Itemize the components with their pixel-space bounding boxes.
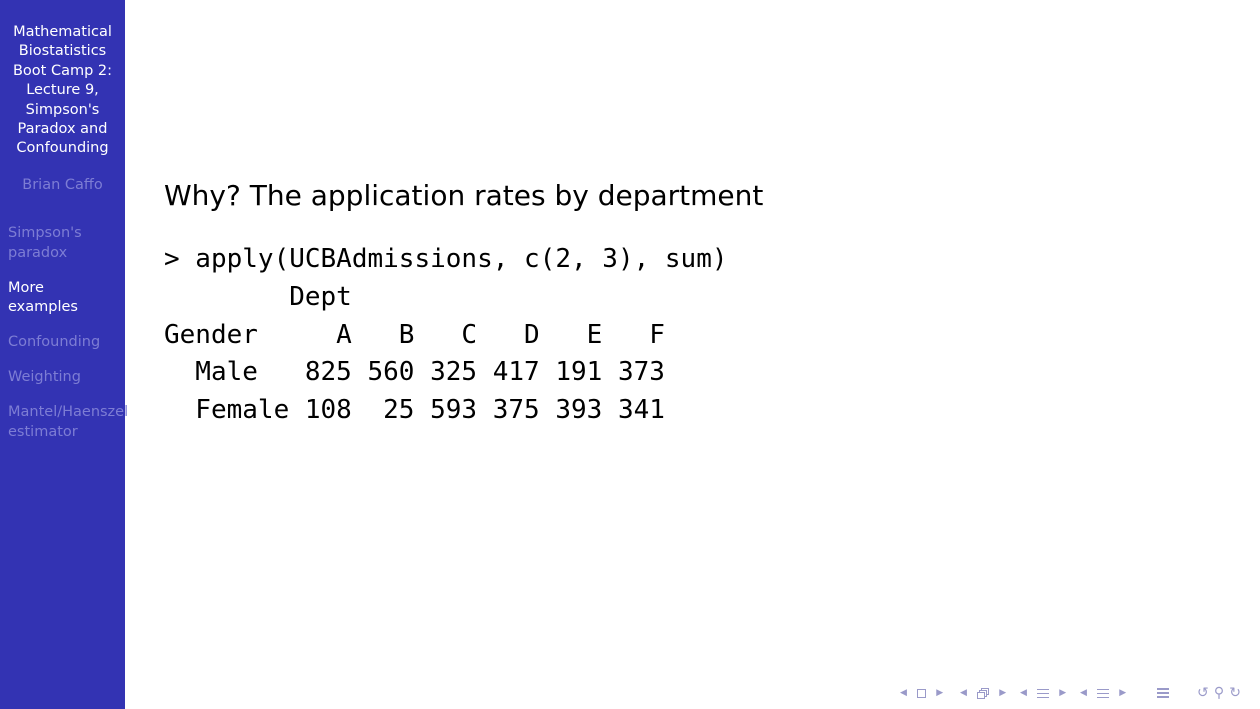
code-line-female-row: Female 108 25 593 375 393 341 bbox=[164, 395, 665, 426]
sidebar-item-mantel-haenszel[interactable]: Mantel/Haenszel estimator bbox=[8, 404, 129, 440]
nav-prev-slide-icon[interactable]: ◀ bbox=[900, 688, 907, 698]
nav-section-group bbox=[1080, 683, 1126, 703]
author-name[interactable]: Brian Caffo bbox=[22, 177, 103, 193]
code-line-male-row: Male 825 560 325 417 191 373 bbox=[164, 357, 665, 388]
nav-subsection-group bbox=[1020, 683, 1066, 703]
nav-toc-icon[interactable] bbox=[1157, 687, 1169, 698]
nav-frame-icon[interactable] bbox=[977, 688, 989, 699]
nav-frame-group bbox=[960, 683, 1006, 703]
nav-next-frame-icon[interactable]: ▶ bbox=[999, 688, 1007, 698]
sidebar bbox=[0, 0, 129, 709]
presentation-title[interactable] bbox=[0, 23, 125, 159]
section-nav bbox=[8, 224, 168, 458]
nav-search-icon[interactable]: ⚲ bbox=[1213, 685, 1225, 701]
nav-forward-icon[interactable]: ↻ bbox=[1229, 685, 1242, 701]
sidebar-item-more-examples[interactable]: More examples bbox=[8, 279, 78, 315]
code-line-column-header: Gender A B C D E F bbox=[164, 319, 665, 350]
slide-title: Why? The application rates by department bbox=[164, 179, 764, 212]
code-line-dept-header: Dept bbox=[164, 281, 352, 312]
nav-next-slide-icon[interactable]: ▶ bbox=[936, 688, 944, 698]
nav-back-icon[interactable]: ↺ bbox=[1197, 685, 1209, 701]
r-code-output bbox=[164, 241, 728, 430]
sidebar-item-confounding[interactable]: Confounding bbox=[8, 334, 101, 350]
nav-prev-frame-icon[interactable]: ◀ bbox=[960, 688, 967, 698]
nav-toc-group bbox=[1157, 683, 1169, 703]
nav-prev-section-icon[interactable]: ◀ bbox=[1080, 688, 1087, 698]
sidebar-item-weighting[interactable]: Weighting bbox=[8, 369, 81, 385]
nav-next-section-icon[interactable]: ▶ bbox=[1119, 688, 1127, 698]
nav-search-group bbox=[1197, 683, 1241, 703]
title-line: Mathematical bbox=[13, 24, 112, 40]
title-line: Paradox and bbox=[17, 121, 108, 138]
nav-section-icon[interactable] bbox=[1097, 688, 1109, 699]
nav-slide-group bbox=[900, 683, 943, 703]
nav-next-subsection-icon[interactable]: ▶ bbox=[1059, 688, 1067, 698]
title-line: Lecture 9, bbox=[26, 82, 99, 99]
nav-prev-subsection-icon[interactable]: ◀ bbox=[1020, 688, 1027, 698]
sidebar-item-simpsons-paradox[interactable]: Simpson's paradox bbox=[8, 225, 82, 261]
title-line: Confounding bbox=[16, 140, 109, 157]
nav-subsection-icon[interactable] bbox=[1037, 688, 1049, 699]
code-line-command: > apply(UCBAdmissions, c(2, 3), sum) bbox=[164, 244, 728, 274]
title-line: Biostatistics bbox=[18, 43, 107, 60]
title-line: Boot Camp 2: bbox=[12, 62, 113, 79]
title-line: Simpson's bbox=[25, 101, 100, 118]
nav-slide-icon[interactable] bbox=[917, 689, 926, 698]
